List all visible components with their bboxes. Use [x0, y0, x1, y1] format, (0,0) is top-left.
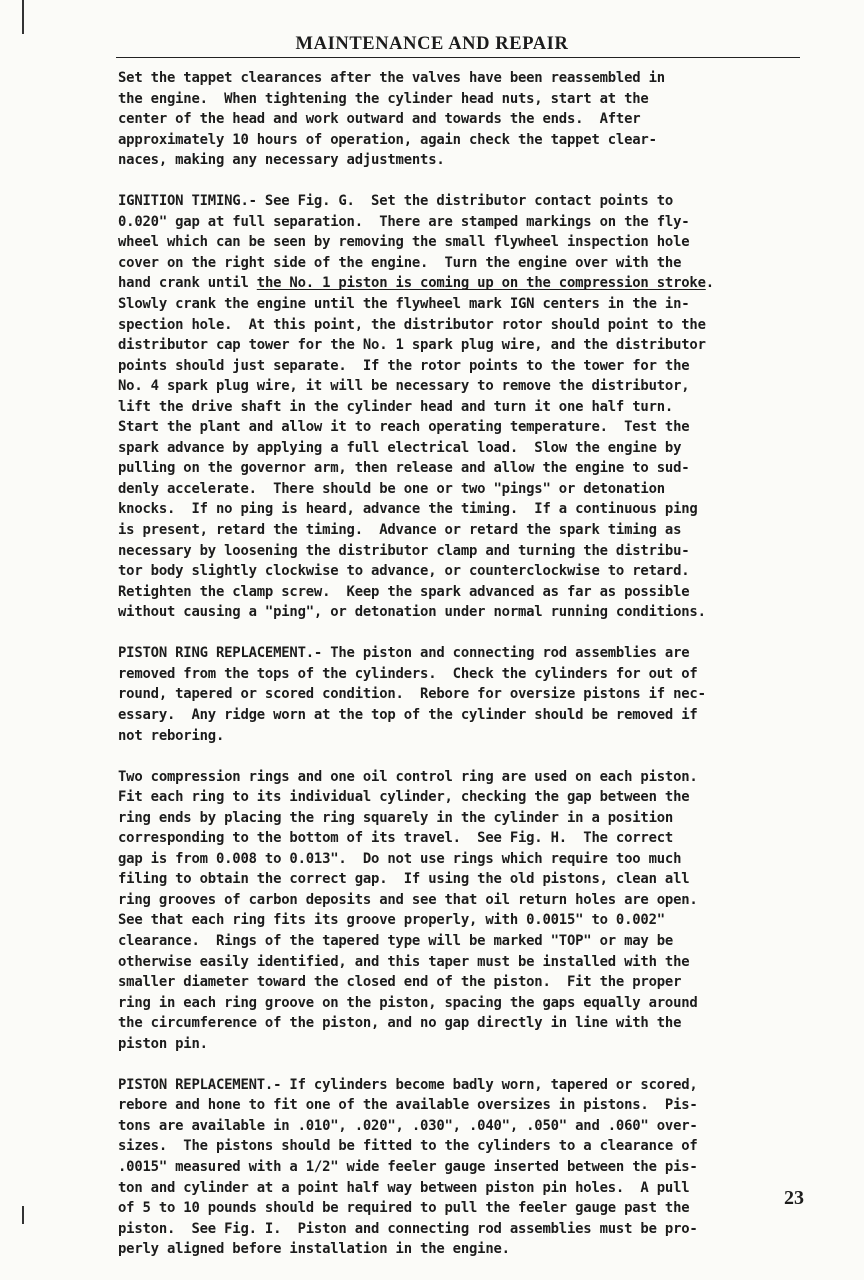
text-line: gap is from 0.008 to 0.013". Do not use rings which require too much [118, 850, 682, 867]
text-line: smaller diameter toward the closed end of the piston. Fit the proper [118, 974, 682, 991]
text-line: ring in each ring groove on the piston, spacing the gaps equally around [118, 994, 698, 1011]
page-number: 23 [784, 1187, 804, 1209]
text-line: piston pin. [118, 1035, 208, 1052]
text-line: piston. See Fig. I. Piston and connecting rod assemblies must be pro- [118, 1220, 698, 1237]
text-line: sizes. The pistons should be fitted to the cylinders to a clearance of [118, 1138, 698, 1155]
text-line: Slowly crank the engine until the flywheel mark IGN centers in the in- [118, 296, 690, 313]
paragraph-tappet-clearance [118, 68, 818, 171]
text-line: See that each ring fits its groove properly, with 0.0015" to 0.002" [118, 912, 665, 929]
text-line: cover on the right side of the engine. Turn the engine over with the [118, 254, 682, 271]
text-line: Fit each ring to its individual cylinder, checking the gap between the [118, 789, 690, 806]
text-line: distributor cap tower for the No. 1 spark plug wire, and the distributor [118, 337, 706, 354]
text-line: not reboring. [118, 727, 225, 744]
binding-mark-bottom [22, 1206, 24, 1224]
underlined-phrase: the No. 1 piston is coming up on the compression stroke [256, 275, 706, 292]
text-line: lift the drive shaft in the cylinder head and turn it one half turn. [118, 398, 674, 415]
paragraph-compression-rings [118, 767, 818, 1055]
text-line: points should just separate. If the rotor points to the tower for the [118, 357, 690, 374]
text-line: spark advance by applying a full electrical load. Slow the engine by [118, 439, 682, 456]
text-line: PISTON RING REPLACEMENT.- The piston and connecting rod assemblies are [118, 645, 690, 662]
text-line-end: . [705, 275, 714, 292]
text-line: of 5 to 10 pounds should be required to pull the feeler gauge past the [118, 1200, 690, 1217]
text-line: without causing a "ping", or detonation under normal running conditions. [118, 604, 706, 621]
text-line: the circumference of the piston, and no gap directly in line with the [118, 1015, 682, 1032]
text-line: filing to obtain the correct gap. If using the old pistons, clean all [118, 871, 690, 888]
text-line [118, 273, 818, 294]
header-rule [116, 57, 800, 58]
binding-mark-top [22, 0, 24, 34]
text-line: wheel which can be seen by removing the small flywheel inspection hole [118, 234, 690, 251]
text-line: corresponding to the bottom of its travel. See Fig. H. The correct [118, 830, 674, 847]
paragraph-piston-replacement [118, 1075, 818, 1260]
text-line: essary. Any ridge worn at the top of the cylinder should be removed if [118, 706, 698, 723]
text-line: pulling on the governor arm, then release and allow the engine to sud- [118, 460, 690, 477]
text-line: PISTON REPLACEMENT.- If cylinders become badly worn, tapered or scored, [118, 1076, 698, 1093]
text-line: removed from the tops of the cylinders. Check the cylinders for out of [118, 665, 698, 682]
text-line: Two compression rings and one oil control ring are used on each piston. [118, 768, 698, 785]
text-line: 0.020" gap at full separation. There are stamped markings on the fly- [118, 213, 690, 230]
text-line-start: hand crank until [118, 275, 257, 292]
text-line: center of the head and work outward and towards the ends. After [118, 111, 641, 128]
text-line: is present, retard the timing. Advance or retard the spark timing as [118, 522, 682, 539]
text-line: otherwise easily identified, and this taper must be installed with the [118, 953, 690, 970]
text-line: spection hole. At this point, the distributor rotor should point to the [118, 316, 706, 333]
text-line: knocks. If no ping is heard, advance the timing. If a continuous ping [118, 501, 698, 518]
text-line: ring ends by placing the ring squarely in the cylinder in a position [118, 809, 674, 826]
text-line: approximately 10 hours of operation, again check the tappet clear- [118, 131, 657, 148]
text-line: Set the tappet clearances after the valves have been reassembled in [118, 70, 665, 86]
text-line: IGNITION TIMING.- See Fig. G. Set the distributor contact points to [118, 193, 674, 210]
page-header: MAINTENANCE AND REPAIR [295, 34, 569, 54]
body-text [118, 68, 818, 1280]
text-line: ton and cylinder at a point half way between piston pin holes. A pull [118, 1179, 690, 1196]
text-line: Retighten the clamp screw. Keep the spark advanced as far as possible [118, 583, 690, 600]
text-line: No. 4 spark plug wire, it will be necessary to remove the distributor, [118, 378, 690, 395]
text-line: naces, making any necessary adjustments. [118, 152, 445, 169]
text-line: round, tapered or scored condition. Rebore for oversize pistons if nec- [118, 686, 706, 703]
paragraph-ignition-timing [118, 191, 818, 622]
text-line: perly aligned before installation in the engine. [118, 1241, 510, 1258]
text-line: Start the plant and allow it to reach operating temperature. Test the [118, 419, 690, 436]
text-line: ring grooves of carbon deposits and see that oil return holes are open. [118, 891, 698, 908]
text-line: tor body slightly clockwise to advance, or counterclockwise to retard. [118, 563, 690, 580]
text-line: .0015" measured with a 1/2" wide feeler gauge inserted between the pis- [118, 1158, 698, 1175]
paragraph-piston-ring-replacement [118, 643, 818, 746]
text-line: clearance. Rings of the tapered type will be marked "TOP" or may be [118, 932, 674, 949]
text-line: tons are available in .010", .020", .030", .040", .050" and .060" over- [118, 1117, 698, 1134]
text-line: the engine. When tightening the cylinder head nuts, start at the [118, 90, 649, 107]
text-line: denly accelerate. There should be one or two "pings" or detonation [118, 480, 665, 497]
text-line: necessary by loosening the distributor clamp and turning the distribu- [118, 542, 690, 559]
text-line: rebore and hone to fit one of the available oversizes in pistons. Pis- [118, 1097, 698, 1114]
